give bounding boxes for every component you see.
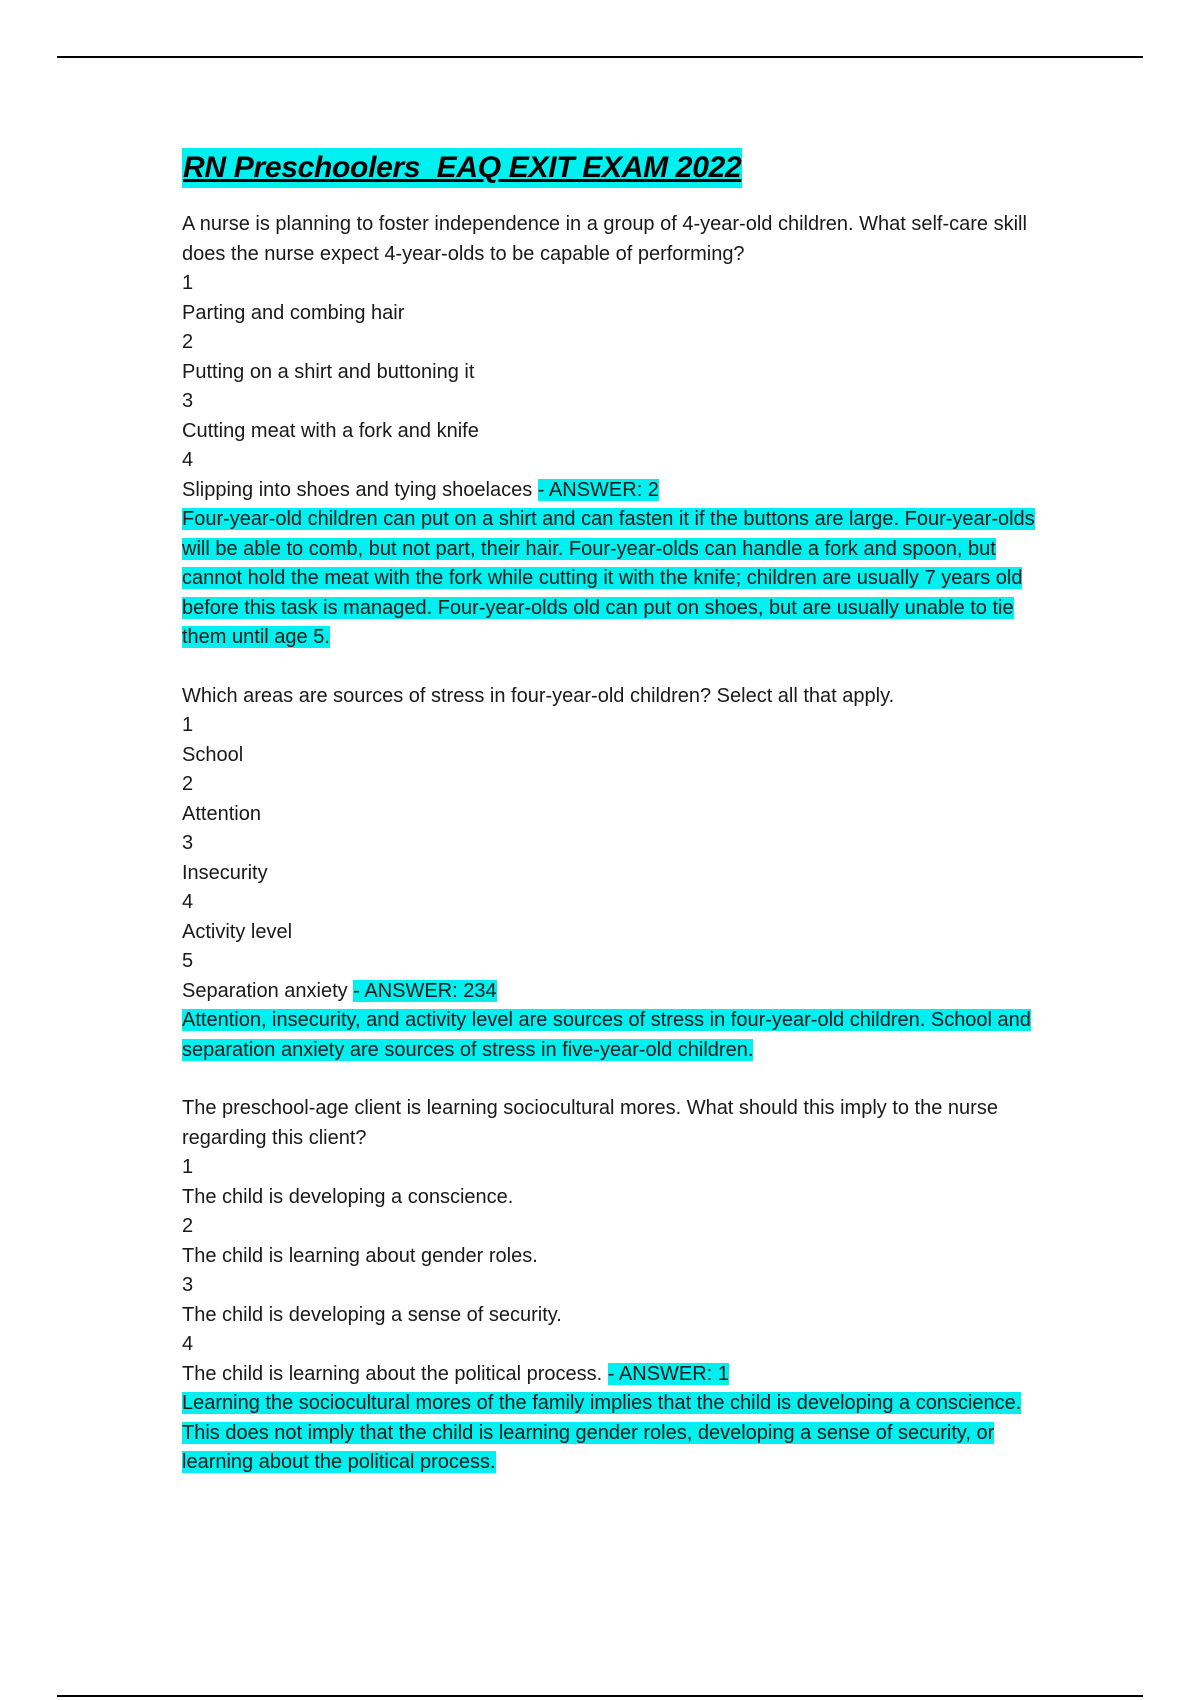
question-stem: A nurse is planning to foster independence in a group of 4-year-old children. What self-care skill does the nurse expect 4-year-olds to be capable of performing? [182, 213, 1027, 265]
option-text: Parting and combing hair [182, 301, 405, 324]
option-number: 4 [182, 891, 194, 913]
option-number: 2 [182, 331, 194, 353]
option-number: 2 [182, 1215, 194, 1237]
explanation-text: Attention, insecurity, and activity level are sources of stress in four-year-old children. School and separation anxiety are sources of stress in five-year-old children. [182, 1009, 1031, 1061]
option-number: 3 [182, 832, 194, 854]
last-option-line [182, 1360, 1042, 1390]
option-number: 1 [182, 1156, 194, 1178]
option-number: 4 [182, 1333, 194, 1355]
option-text: School [182, 743, 244, 766]
answer-key: - ANSWER: 234 [353, 979, 497, 1002]
option-number: 1 [182, 272, 194, 294]
last-option-line [182, 476, 1042, 506]
option-text: Insecurity [182, 861, 268, 884]
footer-rule [57, 1695, 1143, 1697]
document-title: RN Preschoolers_EAQ EXIT EXAM 2022 [182, 148, 742, 188]
question-block [182, 682, 1042, 1066]
option-number: 1 [182, 714, 194, 736]
answer-explanation [182, 1006, 1042, 1065]
explanation-text: Learning the sociocultural mores of the family implies that the child is developing a conscience. This does not imply that the child is learning gender roles, developing a sense of security, or learning about the political process. [182, 1392, 1022, 1473]
answer-explanation [182, 1389, 1042, 1478]
question-block [182, 210, 1042, 653]
question-stem: The preschool-age client is learning sociocultural mores. What should this imply to the nurse regarding this client? [182, 1097, 998, 1149]
answer-key: - ANSWER: 2 [537, 478, 659, 501]
option-number: 4 [182, 449, 194, 471]
option-text: The child is learning about the political process. [182, 1362, 603, 1385]
option-number: 3 [182, 1274, 194, 1296]
option-text: The child is developing a sense of security. [182, 1303, 562, 1326]
option-number: 3 [182, 390, 194, 412]
answer-key: - ANSWER: 1 [607, 1362, 729, 1385]
option-text: Attention [182, 802, 261, 825]
option-text: The child is learning about gender roles. [182, 1244, 538, 1267]
option-text: Separation anxiety [182, 979, 348, 1002]
option-text: The child is developing a conscience. [182, 1185, 514, 1208]
document-body [182, 148, 1042, 1507]
question-stem: Which areas are sources of stress in four-year-old children? Select all that apply. [182, 684, 895, 707]
last-option-line [182, 977, 1042, 1007]
option-text: Cutting meat with a fork and knife [182, 419, 479, 442]
option-text: Putting on a shirt and buttoning it [182, 360, 475, 383]
option-text: Slipping into shoes and tying shoelaces [182, 478, 533, 501]
explanation-text: Four-year-old children can put on a shirt and can fasten it if the buttons are large. Four-year-olds will be able to comb, but not part, their hair. Four-year-olds can handle a fork and spoon, but cannot hold the meat with the fork while cutting it with the knife; children are usually 7 years old before this task is managed. Four-year-olds old can put on shoes, but are usually unable to tie them until age 5. [182, 508, 1035, 648]
option-number: 2 [182, 773, 194, 795]
header-rule [57, 56, 1143, 58]
question-block [182, 1094, 1042, 1478]
option-text: Activity level [182, 920, 293, 943]
answer-explanation [182, 505, 1042, 653]
option-number: 5 [182, 950, 194, 972]
